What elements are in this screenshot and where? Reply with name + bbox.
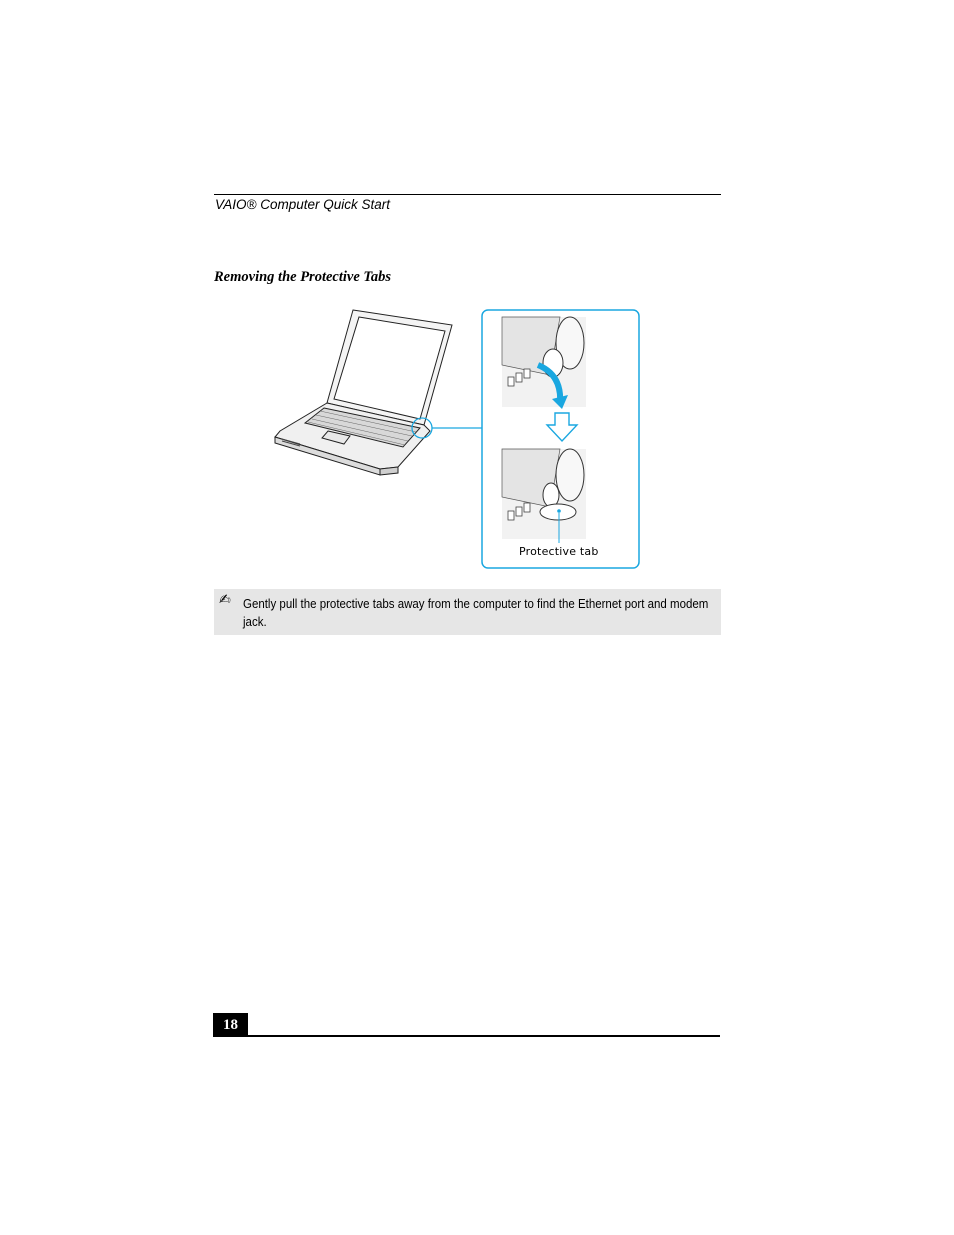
callout-label: Protective tab — [519, 545, 599, 558]
laptop-drawing — [275, 310, 452, 475]
port-closeup-top — [502, 317, 586, 409]
note-text: Gently pull the protective tabs away from the computer to find the Ethernet port and modem jack. — [243, 597, 709, 629]
page-number: 18 — [213, 1013, 248, 1037]
port-closeup-bottom — [502, 449, 586, 543]
header-rule — [214, 194, 721, 195]
header-title: VAIO® Computer Quick Start — [215, 197, 391, 212]
footer-rule — [213, 1035, 720, 1037]
note-box — [214, 589, 721, 635]
pencil-note-icon: ✍ — [219, 592, 231, 608]
section-title: Removing the Protective Tabs — [214, 269, 392, 285]
laptop-illustration — [270, 305, 645, 575]
